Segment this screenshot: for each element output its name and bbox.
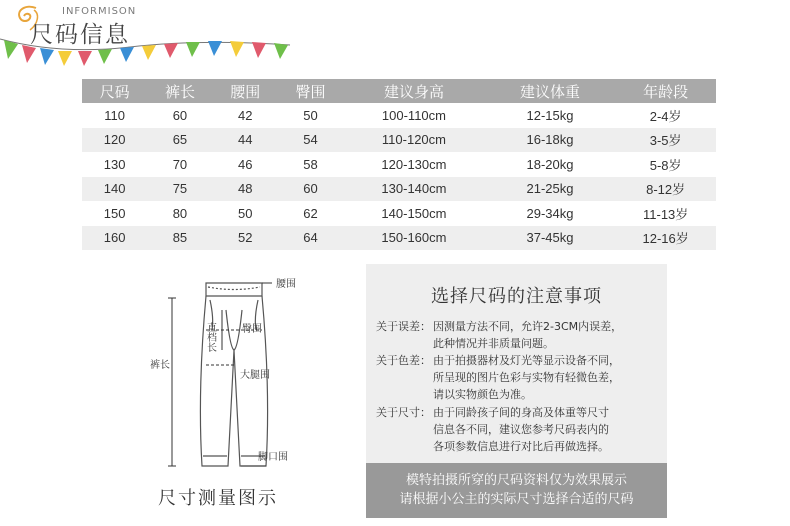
table-cell: 5-8岁 xyxy=(649,157,682,173)
table-cell: 54 xyxy=(278,128,343,153)
table-cell: 60 xyxy=(172,107,188,123)
flag-icon xyxy=(208,41,222,56)
flag-icon xyxy=(58,51,72,66)
size-notes-panel xyxy=(366,264,667,518)
rise-label: 直档长 xyxy=(204,322,216,352)
table-cell: 48 xyxy=(213,177,278,202)
notes-title: 选择尺码的注意事项 xyxy=(431,286,602,307)
table-cell: 12-15kg xyxy=(526,107,574,123)
note-label: 关于尺寸： xyxy=(376,406,431,419)
table-cell: 42 xyxy=(238,107,253,123)
flag-icon xyxy=(40,48,54,65)
table-row xyxy=(82,201,716,226)
flag-icon xyxy=(164,43,178,58)
table-cell: 110 xyxy=(104,107,126,123)
table-cell: 62 xyxy=(303,205,318,221)
note-label: 关于色差： xyxy=(376,354,431,367)
table-cell: 11-13岁 xyxy=(643,206,689,222)
table-row xyxy=(82,152,716,177)
table-cell: 70 xyxy=(172,156,188,172)
footer-line: 模特拍摄所穿的尺码资料仅为效果展示 xyxy=(405,473,627,488)
table-cell: 50 xyxy=(238,205,253,221)
waistband-outline xyxy=(206,283,262,296)
table-cell: 50 xyxy=(303,107,318,123)
header-age: 年龄段 xyxy=(615,79,716,103)
flag-icon xyxy=(22,45,36,63)
table-cell: 64 xyxy=(278,226,343,251)
page-title: 尺码信息 xyxy=(30,22,130,48)
size-table-header-row xyxy=(82,79,716,103)
flag-icon xyxy=(120,47,134,62)
flag-icon xyxy=(186,42,200,57)
note-text: 由于拍摄器材及灯光等显示设备不同， 所呈现的图片色彩与实物有轻微色差， 请以实物颜色为准。 xyxy=(433,354,620,401)
flag-icon xyxy=(78,51,92,66)
table-cell: 100-110cm xyxy=(381,107,446,123)
note-label: 关于误差： xyxy=(376,320,431,333)
hem-label: 脚口围 xyxy=(258,452,288,463)
flag-icon xyxy=(142,45,156,60)
diagram-caption: 尺寸测量图示 xyxy=(158,488,278,509)
table-cell: 80 xyxy=(172,205,188,221)
table-cell: 21-25kg xyxy=(485,177,616,202)
table-cell: 160 xyxy=(82,226,147,251)
size-table xyxy=(82,79,716,250)
table-row xyxy=(82,226,716,251)
hip-label: 臀围 xyxy=(242,324,262,335)
table-cell: 120 xyxy=(82,128,147,153)
table-cell: 44 xyxy=(213,128,278,153)
bunting-decoration xyxy=(0,33,300,73)
table-cell: 8-12岁 xyxy=(615,177,716,202)
table-cell: 37-45kg xyxy=(485,226,616,251)
table-cell: 120-130cm xyxy=(381,156,447,172)
table-cell: 150 xyxy=(103,205,126,221)
header-weight: 建议体重 xyxy=(485,79,616,103)
table-cell: 75 xyxy=(147,177,212,202)
table-cell: 58 xyxy=(303,156,318,172)
header-size: 尺码 xyxy=(82,79,147,103)
flag-icon xyxy=(230,41,244,57)
table-cell: 130-140cm xyxy=(343,177,485,202)
thigh-label: 大腿围 xyxy=(240,370,270,381)
notes-footer-banner xyxy=(366,463,667,518)
table-cell: 60 xyxy=(278,177,343,202)
table-cell: 130 xyxy=(103,156,126,172)
table-row xyxy=(82,103,716,128)
note-text: 因测量方法不同，允许2-3CM内误差， 此种情况并非质量问题。 xyxy=(433,320,623,350)
table-row xyxy=(82,128,716,153)
table-cell: 2-4岁 xyxy=(649,108,682,124)
table-cell: 16-18kg xyxy=(485,128,616,153)
footer-line: 请根据小公主的实际尺寸选择合适的尺码 xyxy=(399,492,634,507)
table-cell: 140-150cm xyxy=(381,205,447,221)
table-cell: 52 xyxy=(213,226,278,251)
flag-icon xyxy=(252,42,266,58)
note-text: 由于同龄孩子间的身高及体重等尺寸 信息各不同，建议您参考尺码表内的 各项参数信息进行对比后再做选择。 xyxy=(433,406,609,453)
header-height: 建议身高 xyxy=(343,79,485,103)
table-cell: 110-120cm xyxy=(343,128,485,153)
length-label: 裤长 xyxy=(150,360,170,371)
header-length: 裤长 xyxy=(147,79,212,103)
pants-measurement-diagram xyxy=(150,270,320,480)
header-hip: 臀围 xyxy=(278,79,343,103)
table-cell: 3-5岁 xyxy=(615,128,716,153)
table-cell: 85 xyxy=(147,226,212,251)
header-waist: 腰围 xyxy=(213,79,278,103)
table-row xyxy=(82,177,716,202)
header-subtitle: INFORMISON xyxy=(62,6,137,17)
table-cell: 12-16岁 xyxy=(615,226,716,251)
table-cell: 18-20kg xyxy=(526,156,574,172)
table-cell: 150-160cm xyxy=(343,226,485,251)
table-cell: 140 xyxy=(82,177,147,202)
table-cell: 46 xyxy=(238,156,253,172)
flag-icon xyxy=(274,43,288,59)
table-cell: 29-34kg xyxy=(526,205,574,221)
flag-icon xyxy=(98,49,112,64)
table-cell: 65 xyxy=(147,128,212,153)
waist-label: 腰围 xyxy=(276,279,296,290)
